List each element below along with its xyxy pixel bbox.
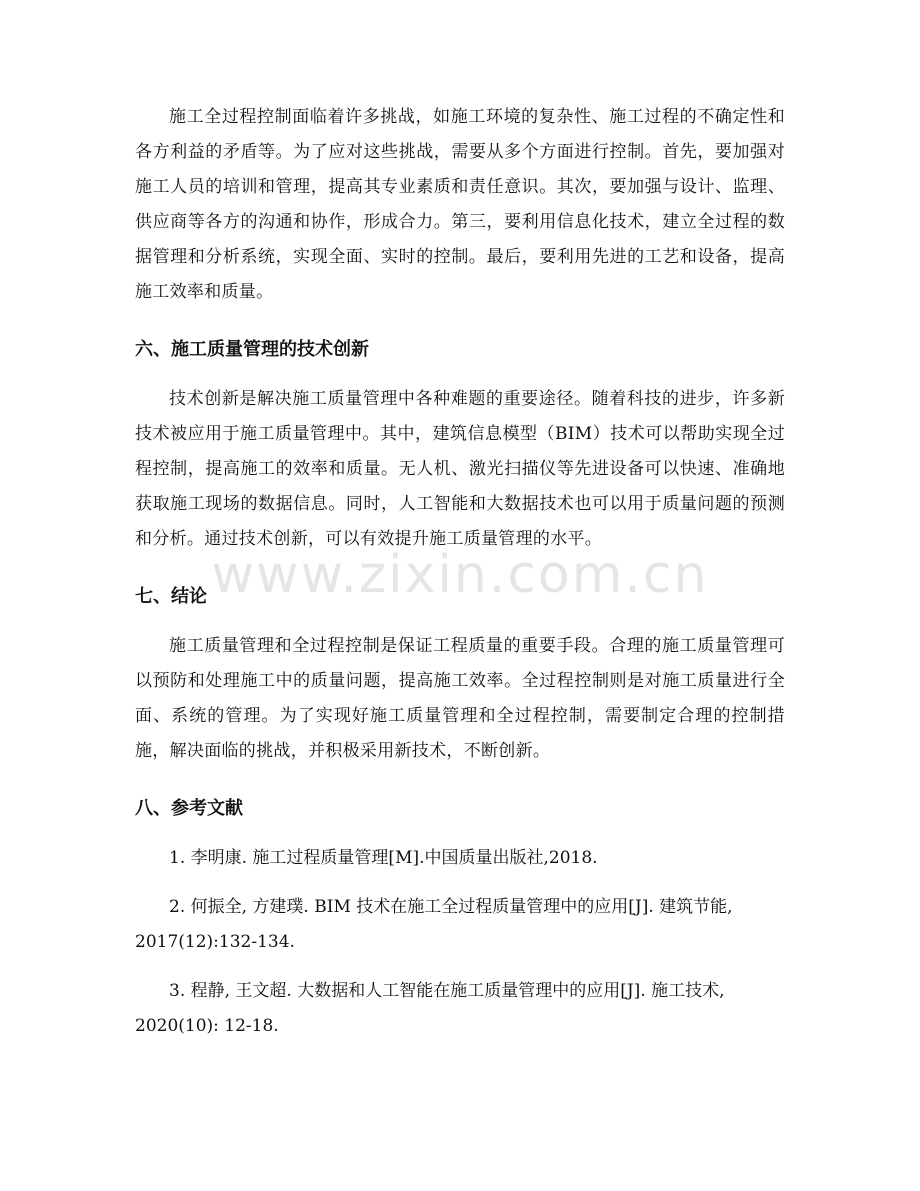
watermark: www.zixin.com.cn	[211, 545, 709, 605]
section-7-heading: 七、结论	[135, 586, 207, 607]
document-body	[135, 100, 785, 1058]
reference-item: 2. 何振全, 方建璞. BIM 技术在施工全过程质量管理中的应用[J]. 建筑节能, 2017(12):132-134.	[135, 897, 733, 952]
intro-paragraph: 施工全过程控制面临着许多挑战，如施工环境的复杂性、施工过程的不确定性和各方利益的矛盾等。为了应对这些挑战，需要从多个方面进行控制。首先，要加强对施工人员的培训和管理，提高其专业素质和责任意识。其次，要加强与设计、监理、供应商等各方的沟通和协作，形成合力。第三，要利用信息化技术，建立全过程的数据管理和分析系统，实现全面、实时的控制。最后，要利用先进的工艺和设备，提高施工效率和质量。	[135, 107, 785, 302]
section-6-paragraph: 技术创新是解决施工质量管理中各种难题的重要途径。随着科技的进步，许多新技术被应用于施工质量管理中。其中，建筑信息模型（BIM）技术可以帮助实现全过程控制，提高施工的效率和质量。无人机、激光扫描仪等先进设备可以快速、准确地获取施工现场的数据信息。同时，人工智能和大数据技术也可以用于质量问题的预测和分析。通过技术创新，可以有效提升施工质量管理的水平。	[135, 389, 785, 549]
reference-item: 3. 程静, 王文超. 大数据和人工智能在施工质量管理中的应用[J]. 施工技术, 2020(10): 12-18.	[135, 981, 725, 1036]
section-7-paragraph: 施工质量管理和全过程控制是保证工程质量的重要手段。合理的施工质量管理可以预防和处理施工中的质量问题，提高施工效率。全过程控制则是对施工质量进行全面、系统的管理。为了实现好施工质量管理和全过程控制，需要制定合理的控制措施，解决面临的挑战，并积极采用新技术，不断创新。	[135, 636, 785, 761]
section-8-heading: 八、参考文献	[135, 798, 243, 819]
section-6-heading: 六、施工质量管理的技术创新	[135, 339, 369, 360]
reference-item: 1. 李明康. 施工过程质量管理[M].中国质量出版社,2018.	[169, 848, 598, 868]
